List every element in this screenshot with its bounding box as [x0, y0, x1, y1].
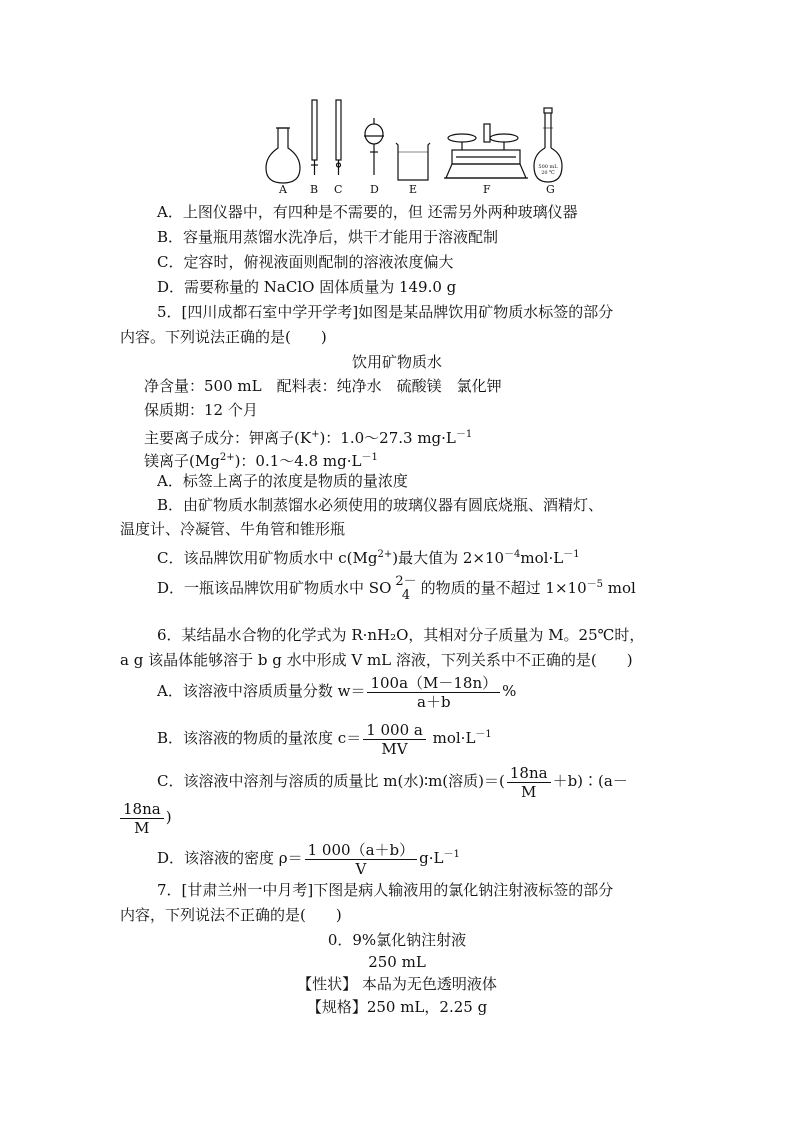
figure-label-e: E: [409, 183, 418, 196]
round-bottom-flask-icon: [266, 128, 300, 183]
fraction: $\frac{18na}{M}$: [120, 800, 164, 837]
q5-option-c: C．该品牌饮用矿物质水中 $c(Mg^{2+})$最大值为 $2\times 10^{-4}mol\cdot L^{-1}$: [157, 549, 580, 567]
figure-label-d: D: [370, 183, 379, 196]
apparatus-figure: [0, 0, 794, 200]
q6-option-a: A．该溶液中溶质质量分数 w＝ $\frac{100a(M-18n)}{a+b}$ %: [157, 673, 517, 711]
q6-option-b: B．该溶液的物质的量浓度 c＝ $\frac{1 000 a}{MV}$ $mol\cdot L^{-1}$: [157, 720, 492, 758]
figure-label-g: G: [546, 183, 555, 196]
q5-option-b-line2: 温度计、冷凝管、牛角管和锥形瓶: [120, 520, 346, 538]
figure-label-f: F: [483, 183, 491, 196]
flask-temperature-text: 20 ℃: [541, 170, 555, 176]
figure-label-c: C: [334, 183, 343, 196]
q5-option-a: A．标签上离子的浓度是物质的量浓度: [157, 472, 408, 490]
q5-option-b-line1: B．由矿物质水制蒸馏水必须使用的玻璃仪器有圆底烧瓶、酒精灯、: [157, 496, 604, 514]
flask-capacity-text: 500 mL: [538, 164, 558, 170]
figure-label-a: A: [279, 183, 287, 196]
q5-option-d: D．一瓶该品牌饮用矿物质水中 SO 2－ 4 的物质的量不超过 $1\times 10^{-5}$ mol: [157, 574, 636, 603]
q4-option-d: D．需要称量的 NaClO 固体质量为 149.0 g: [157, 278, 457, 296]
q5-label-title: 饮用矿物质水: [351, 353, 442, 371]
q5-stem-line2: 内容。下列说法正确的是( ): [120, 328, 327, 346]
q5-label-line4: 镁离子$(Mg^{2+})$：0.1～4.8 $mg\cdot L^{-1}$: [144, 452, 378, 470]
q6-option-c: C．该溶液中溶剂与溶质的质量比 m(水)∶m(溶质)＝( $\frac{18na}{M}$ ＋b)∶(a－: [157, 763, 628, 801]
beaker-icon: [396, 143, 430, 180]
q6-option-c-continued: $\frac{18na}{M}$ ): [118, 798, 172, 837]
q5-stem-line1: 5．[四川成都石室中学开学考]如图是某品牌饮用矿物质水标签的部分: [157, 303, 614, 321]
q7-label-spec: 【规格】250 mL，2.25 g: [306, 998, 488, 1016]
q4-option-b: B．容量瓶用蒸馏水洗净后，烘干才能用于溶液配制: [157, 228, 499, 246]
q7-label-title: 0．9%氯化钠注射液: [327, 931, 467, 949]
q7-label-property: 【性状】 本品为无色透明液体: [297, 975, 497, 993]
q5-label-line2: 保质期：12 个月: [144, 401, 258, 419]
q7-stem-line1: 7．[甘肃兰州一中月考]下图是病人输液用的氯化钠注射液标签的部分: [157, 881, 614, 899]
q4-option-c: C．定容时，俯视液面则配制的溶液浓度偏大: [157, 253, 454, 271]
separatory-funnel-icon: [364, 118, 384, 175]
fraction: $\frac{100a(M-18n)}{a+b}$: [367, 674, 500, 711]
q6-stem-line1: 6．某结晶水合物的化学式为 R·nH₂O，其相对分子质量为 M。25℃时，: [157, 626, 645, 644]
balance-icon: [444, 124, 528, 178]
burette-icon: [336, 100, 341, 175]
burette-icon: [311, 100, 318, 175]
q6-option-d: D．该溶液的密度 ρ＝ $\frac{1 000(a+b)}{V}$ $g\cdot L^{-1}$: [157, 840, 460, 878]
q4-option-a: A．上图仪器中，有四种是不需要的，但 还需另外两种玻璃仪器: [157, 203, 578, 221]
q5-label-line1: 净含量：500 mL 配料表：纯净水 硫酸镁 氯化钾: [144, 377, 502, 395]
q6-stem-line2: a g 该晶体能够溶于 b g 水中形成 V mL 溶液，下列关系中不正确的是( ): [120, 651, 633, 669]
fraction: $\frac{18na}{M}$: [507, 764, 551, 801]
q5-label-line3: 主要离子成分：钾离子(K+)：1.0～27.3 $mg\cdot L^{-1}$: [144, 429, 473, 447]
fraction: $\frac{1 000(a+b)}{V}$: [305, 841, 418, 878]
q7-stem-line2: 内容，下列说法不正确的是( ): [120, 906, 342, 924]
q7-label-volume: 250 mL: [368, 953, 426, 971]
figure-label-b: B: [310, 183, 319, 196]
fraction: $\frac{1 000 a}{MV}$: [363, 721, 426, 758]
